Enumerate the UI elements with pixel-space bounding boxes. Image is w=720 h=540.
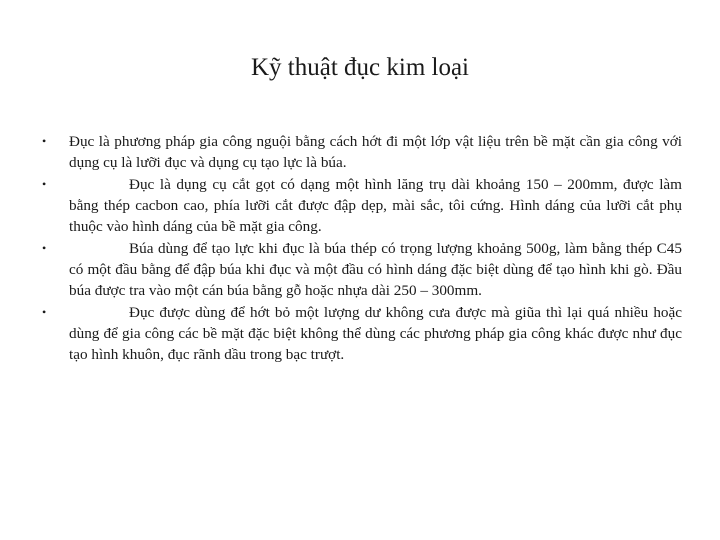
bullet-dot-icon: • xyxy=(42,241,47,255)
bullet-item-2 xyxy=(42,174,682,237)
bullet-item-3 xyxy=(42,238,682,301)
bullet-text-2: Đục là dụng cụ cắt gọt có dạng một hình lăng trụ dài khoảng 150 – 200mm, được làm bằng thép cacbon cao, phía lưỡi cắt được đập dẹp, mài sắc, tôi cứng. Hình dáng của lưỡi cắt phụ thuộc vào hình dáng của bề mặt gia công. xyxy=(69,176,682,235)
bullet-dot-icon: • xyxy=(42,305,47,319)
bullet-text-1: Đục là phương pháp gia công nguội bằng cách hớt đi một lớp vật liệu trên bề mặt cần gia công với dụng cụ là lưỡi đục và dụng cụ tạo lực là búa. xyxy=(69,133,682,171)
bullet-text-4: Đục được dùng để hớt bỏ một lượng dư không cưa được mà giũa thì lại quá nhiều hoặc dùng để gia công các bề mặt đặc biệt không thể dùng các phương pháp gia công khác được như đục tạo hình khuôn, đục rãnh dầu trong bạc trượt. xyxy=(69,304,682,363)
slide-title: Kỹ thuật đục kim loại xyxy=(250,54,470,81)
bullet-item-1 xyxy=(42,131,682,173)
bullet-text-3: Búa dùng để tạo lực khi đục là búa thép có trọng lượng khoảng 500g, làm bằng thép C45 có một đầu bằng để đập búa khi đục và một đầu có hình dáng đặc biệt dùng để tạo hình khi gò. Đầu búa được tra vào một cán búa bằng gỗ hoặc nhựa dài 250 – 300mm. xyxy=(69,240,682,299)
bullet-dot-icon: • xyxy=(42,134,47,148)
bullet-list xyxy=(42,131,682,366)
bullet-item-4 xyxy=(42,302,682,365)
bullet-dot-icon: • xyxy=(42,177,47,191)
